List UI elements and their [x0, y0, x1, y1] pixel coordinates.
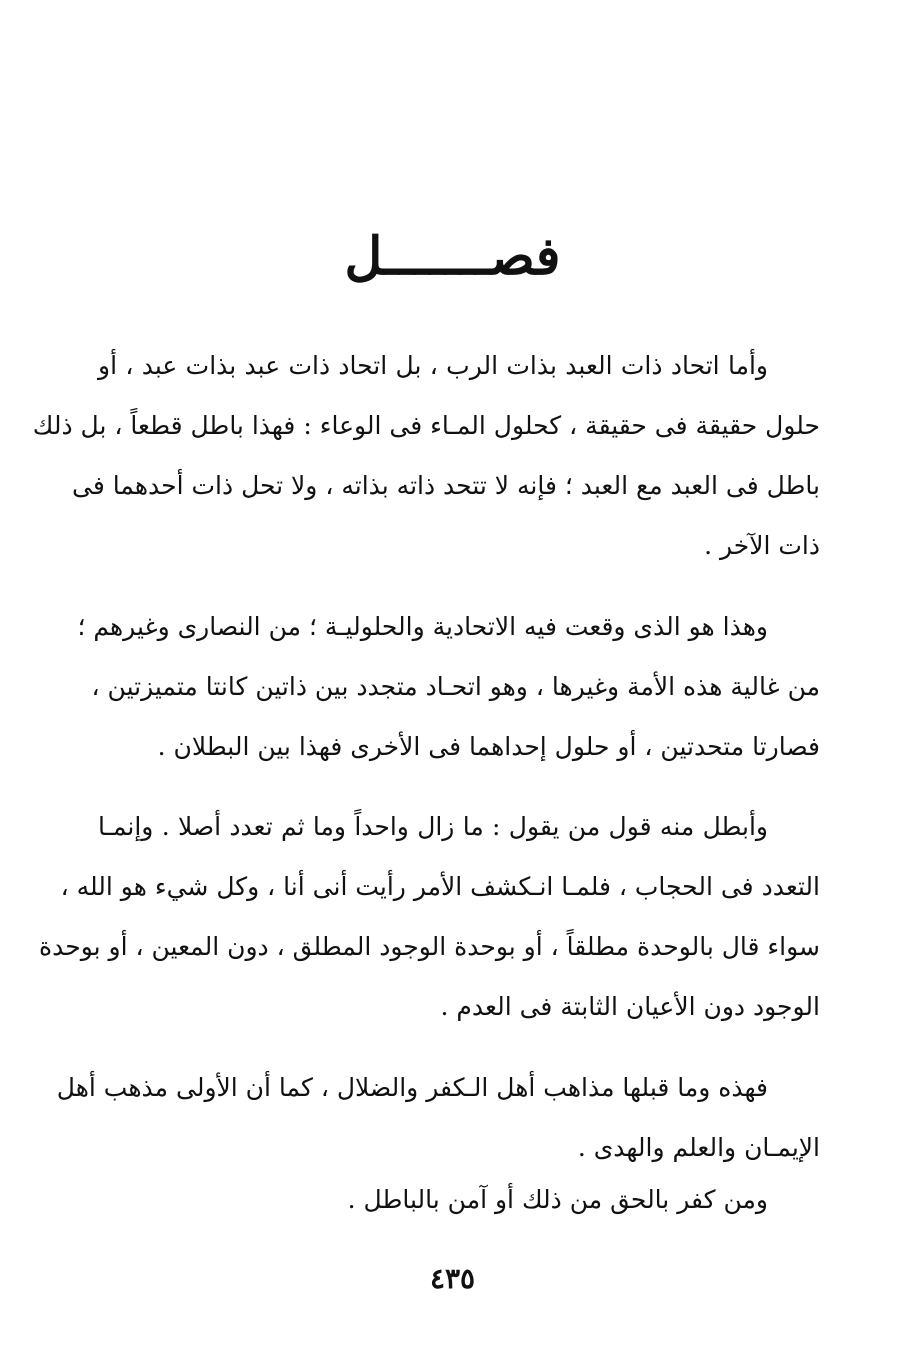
text-line: وهذا هو الذى وقعت فيه الاتحادية والحلوليـة ؛ من النصارى وغيرهم ؛ — [77, 612, 768, 641]
paragraph-2 — [77, 597, 820, 777]
page-number: ٤٣٥ — [429, 1262, 476, 1295]
paragraph-3 — [39, 797, 820, 1037]
text-line: الإيمـان والعلم والهدى . — [577, 1133, 820, 1162]
text-line: الوجود دون الأعيان الثابتة فى العدم . — [440, 992, 820, 1021]
text-line: ذات الآخر . — [704, 531, 820, 560]
text-line: التعدد فى الحجاب ، فلمـا انـكشف الأمر رأيت أنى أنا ، وكل شيء هو الله ، — [60, 872, 820, 901]
text-line: وأبطل منه قول من يقول : ما زال واحداً وما ثم تعدد أصلا . وإنمـا — [98, 812, 768, 841]
text-line: فهذه وما قبلها مذاهب أهل الـكفر والضلال ، كما أن الأولى مذهب أهل — [56, 1073, 768, 1102]
paragraph-5 — [98, 1170, 820, 1230]
section-heading: فصـــــــل — [344, 226, 561, 287]
text-line: حلول حقيقة فى حقيقة ، كحلول المـاء فى الوعاء : فهذا باطل قطعاً ، بل ذلك — [32, 411, 820, 440]
paragraph-4 — [56, 1058, 820, 1178]
text-line: ومن كفر بالحق من ذلك أو آمن بالباطل . — [347, 1185, 768, 1214]
text-line: سواء قال بالوحدة مطلقاً ، أو بوحدة الوجود المطلق ، دون المعين ، أو بوحدة — [39, 932, 820, 961]
text-line: فصارتا متحدتين ، أو حلول إحداهما فى الأخرى فهذا بين البطلان . — [157, 732, 820, 761]
text-line: باطل فى العبد مع العبد ؛ فإنه لا تتحد ذاته بذاته ، ولا تحل ذات أحدهما فى — [72, 471, 820, 500]
text-line: وأما اتحاد ذات العبد بذات الرب ، بل اتحاد ذات عبد بذات عبد ، أو — [98, 351, 768, 380]
text-line: من غالية هذه الأمة وغيرها ، وهو اتحـاد متجدد بين ذاتين كانتا متميزتين ، — [91, 672, 820, 701]
paragraph-1 — [32, 336, 820, 576]
